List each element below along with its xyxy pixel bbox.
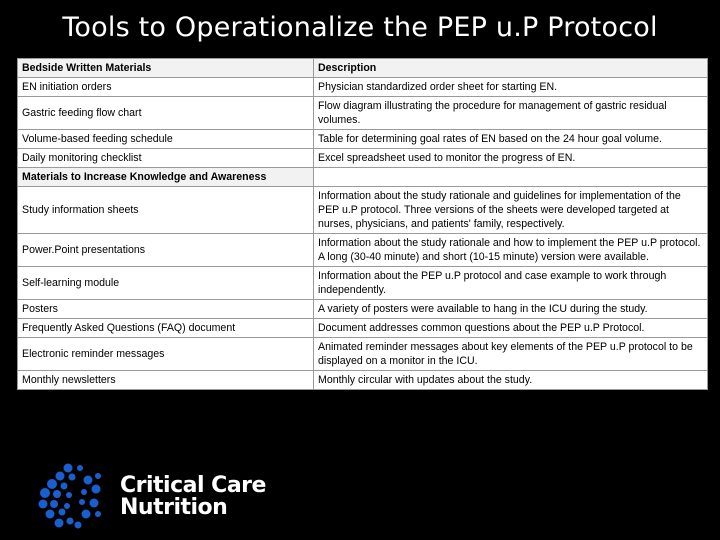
- tools-table: [17, 58, 708, 390]
- material-cell: Posters: [18, 300, 314, 319]
- material-cell: EN initiation orders: [18, 78, 314, 97]
- description-cell: Flow diagram illustrating the procedure for management of gastric residual volumes.: [314, 97, 708, 130]
- logo-line-2: Nutrition: [120, 495, 228, 520]
- material-cell: Electronic reminder messages: [18, 338, 314, 371]
- table-row: [18, 130, 708, 149]
- slide-title: Tools to Operationalize the PEP u.P Protocol: [62, 12, 658, 43]
- description-cell: A variety of posters were available to hang in the ICU during the study.: [314, 300, 708, 319]
- table-row: [18, 338, 708, 371]
- table-row: [18, 97, 708, 130]
- table-row: [18, 300, 708, 319]
- description-cell: Table for determining goal rates of EN based on the 24 hour goal volume.: [314, 130, 708, 149]
- material-cell: Monthly newsletters: [18, 371, 314, 390]
- table-header-row: [18, 59, 708, 78]
- logo-line-1: Critical Care: [120, 473, 266, 498]
- table-row: [18, 371, 708, 390]
- material-cell: Power.Point presentations: [18, 234, 314, 267]
- description-cell: Information about the study rationale and guidelines for implementation of the PEP u.P protocol. Three versions of the sheets were developed targeted at nurses, physicians, and patients' family, respectively.: [314, 187, 708, 234]
- table-row: [18, 267, 708, 300]
- section-label: Materials to Increase Knowledge and Awareness: [18, 168, 314, 187]
- header-cell-materials: Bedside Written Materials: [18, 59, 314, 78]
- description-cell: Document addresses common questions about the PEP u.P Protocol.: [314, 319, 708, 338]
- critical-care-nutrition-logo: [38, 462, 278, 532]
- material-cell: Gastric feeding flow chart: [18, 97, 314, 130]
- table-row: [18, 234, 708, 267]
- table-row: [18, 319, 708, 338]
- logo-wordmark: [120, 475, 266, 519]
- description-cell: Information about the study rationale and how to implement the PEP u.P protocol. A long (30-40 minute) and short (10-15 minute) version were available.: [314, 234, 708, 267]
- description-cell: Information about the PEP u.P protocol and case example to work through independently.: [314, 267, 708, 300]
- table-row: [18, 78, 708, 97]
- table-row: [18, 149, 708, 168]
- section-blank-cell: [314, 168, 708, 187]
- description-cell: Monthly circular with updates about the study.: [314, 371, 708, 390]
- description-cell: Animated reminder messages about key elements of the PEP u.P protocol to be displayed on a monitor in the ICU.: [314, 338, 708, 371]
- dot-network-logo-icon: [38, 462, 116, 532]
- header-cell-description: Description: [314, 59, 708, 78]
- material-cell: Self-learning module: [18, 267, 314, 300]
- material-cell: Daily monitoring checklist: [18, 149, 314, 168]
- material-cell: Volume-based feeding schedule: [18, 130, 314, 149]
- description-cell: Excel spreadsheet used to monitor the progress of EN.: [314, 149, 708, 168]
- material-cell: Frequently Asked Questions (FAQ) document: [18, 319, 314, 338]
- table-row: [18, 187, 708, 234]
- material-cell: Study information sheets: [18, 187, 314, 234]
- section-header-row: [18, 168, 708, 187]
- description-cell: Physician standardized order sheet for starting EN.: [314, 78, 708, 97]
